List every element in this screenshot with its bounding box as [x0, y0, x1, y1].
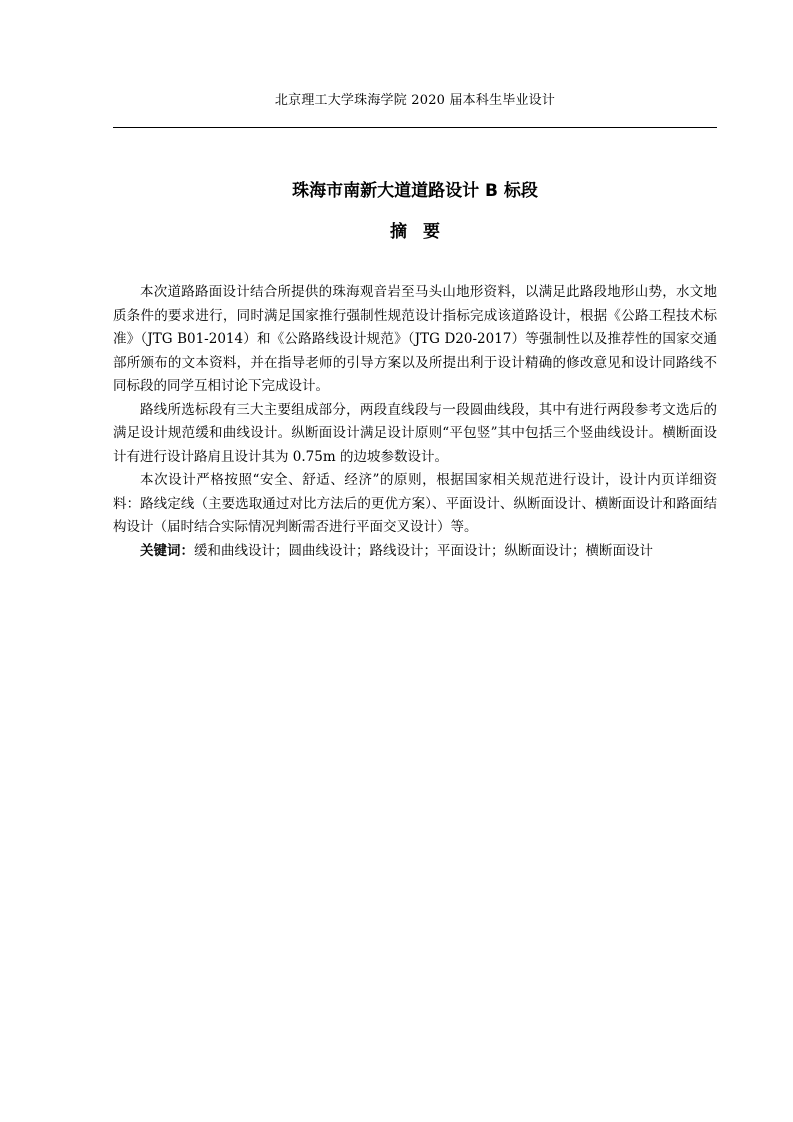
running-header: 北京理工大学珠海学院 2020 届本科生毕业设计: [274, 93, 556, 108]
keywords-line: [113, 540, 717, 564]
abstract-paragraph: 本次道路路面设计结合所提供的珠海观音岩至马头山地形资料，以满足此路段地形山势，水文地质条件的要求进行，同时满足国家推行强制性规范设计指标完成该道路设计，根据《公路工程技术标准》（JTG B01-2014）和《公路路线设计规范》（JTG D20-2017）等强制性以及推荐性的国家交通部所颁布的文本资料，并在指导老师的引导方案以及所提出利于设计精确的修改意见和设计同路线不同标段的同学互相讨论下完成设计。: [113, 284, 717, 394]
keywords-text: 缓和曲线设计；圆曲线设计；路线设计；平面设计；纵断面设计；横断面设计: [194, 542, 653, 559]
abstract-paragraph: 本次设计严格按照“安全、舒适、经济”的原则，根据国家相关规范进行设计，设计内页详细资料：路线定线（主要选取通过对比方法后的更优方案）、平面设计、纵断面设计、横断面设计和路面结构设计（届时结合实际情况判断需否进行平面交叉设计）等。: [113, 472, 717, 535]
abstract-body: [113, 281, 717, 563]
keywords-label: 关键词：: [140, 542, 194, 559]
header-rule: [113, 127, 717, 128]
abstract-paragraph: 路线所选标段有三大主要组成部分，两段直线段与一段圆曲线段，其中有进行两段参考文选后的满足设计规范缓和曲线设计。纵断面设计满足设计原则“平包竖”其中包括三个竖曲线设计。横断面设计有进行设计路肩且设计其为 0.75m 的边坡参数设计。: [113, 401, 717, 465]
abstract-heading: 摘要: [390, 222, 456, 242]
document-title: 珠海市南新大道道路设计 B 标段: [292, 181, 538, 201]
